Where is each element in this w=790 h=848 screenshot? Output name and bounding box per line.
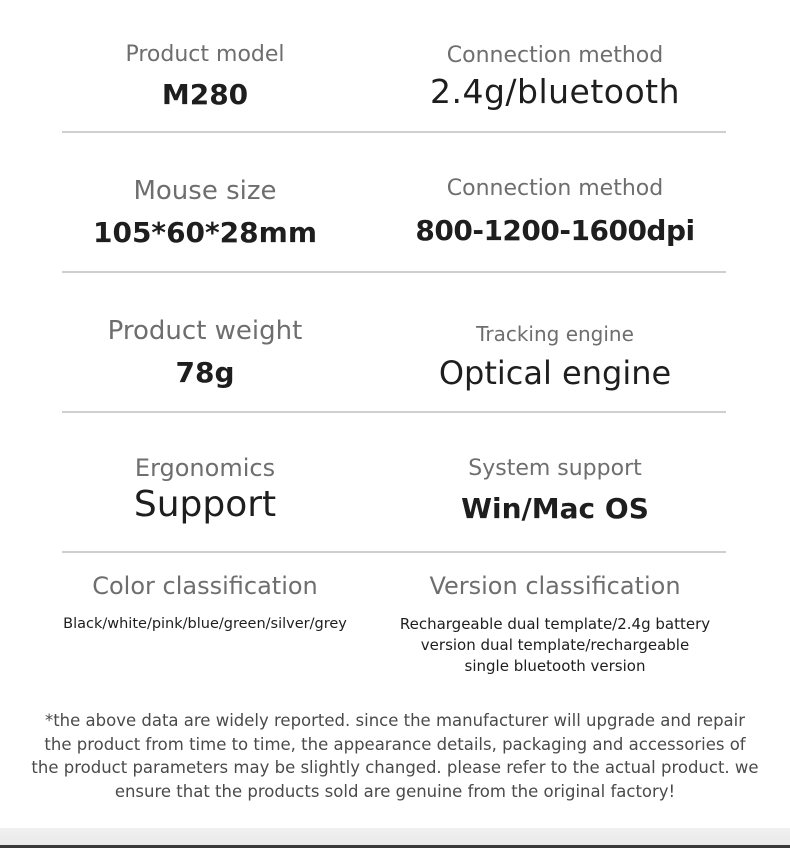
- spec-row: [0, 0, 790, 140]
- spec-label: Version classification: [429, 572, 681, 600]
- spec-value: 800-1200-1600dpi: [415, 214, 695, 247]
- spec-value: Black/white/pink/blue/green/silver/grey: [63, 616, 347, 632]
- row-divider: [62, 551, 726, 553]
- disclaimer-line: the product parameters may be slightly changed. please refer to the actual product. we: [31, 758, 759, 777]
- spec-label: Product weight: [107, 316, 303, 346]
- spec-value: 2.4g/bluetooth: [429, 72, 681, 111]
- spec-value: 105*60*28mm: [92, 216, 317, 249]
- spec-label: Connection method: [446, 43, 664, 68]
- spec-value: [390, 614, 720, 677]
- spec-label: System support: [468, 456, 642, 481]
- spec-value: Support: [133, 484, 277, 525]
- spec-value-line: version dual template/rechargeable: [420, 636, 690, 654]
- spec-label: Ergonomics: [134, 454, 276, 482]
- row-divider: [62, 131, 726, 133]
- spec-value-line: Rechargeable dual template/2.4g battery: [399, 615, 711, 633]
- disclaimer-line: *the above data are widely reported. since the manufacturer will upgrade and repair: [44, 711, 746, 730]
- disclaimer-line: the product from time to time, the appearance details, packaging and accessories of: [44, 734, 746, 754]
- spec-row: [0, 140, 790, 280]
- row-divider: [62, 411, 726, 413]
- disclaimer-line: ensure that the products sold are genuine from the original factory!: [114, 781, 676, 801]
- spec-row: [0, 280, 790, 420]
- spec-value-line: single bluetooth version: [464, 657, 646, 675]
- spec-value: M280: [161, 78, 249, 111]
- spec-value: Win/Mac OS: [461, 492, 649, 525]
- spec-label: Tracking engine: [476, 322, 634, 346]
- spec-value: 78g: [175, 356, 235, 389]
- spec-row: [0, 420, 790, 560]
- row-divider: [62, 271, 726, 273]
- spec-label: Connection method: [446, 176, 664, 201]
- spec-row: [0, 560, 790, 690]
- spec-label: Mouse size: [133, 176, 277, 206]
- spec-value: Optical engine: [438, 354, 672, 392]
- spec-label: Color classification: [92, 572, 318, 600]
- disclaimer-text: [10, 709, 780, 803]
- spec-label: Product model: [125, 42, 285, 67]
